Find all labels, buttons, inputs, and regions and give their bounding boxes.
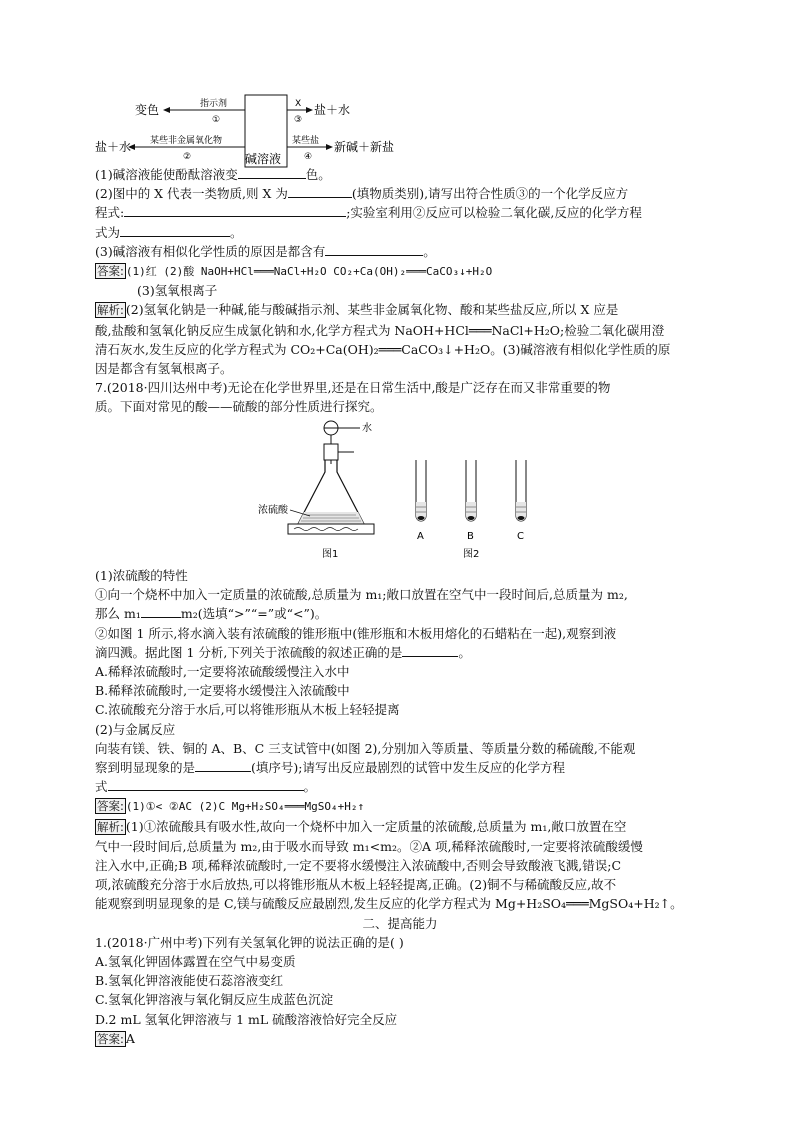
- q6-line5b: 。: [423, 243, 436, 259]
- right-bottom-num: ④: [304, 152, 313, 162]
- q6-line3a: 程式:: [95, 205, 125, 221]
- q7-analysis-3: 项,浓硫酸充分溶于水后放热,可以将锥形瓶从木板上轻轻提离,正确。(2)铜不与稀硫酸反应,故不: [95, 877, 617, 893]
- stopper: [324, 444, 338, 460]
- s2-q1-option-b: B.氢氧化钾溶液能使石蕊溶液变红: [95, 973, 284, 989]
- q6-line4: 式为: [95, 224, 121, 240]
- left-bottom-num: ②: [183, 152, 192, 162]
- q6-analysis-1: 酸,盐酸和氢氧化钠反应生成氯化钠和水,化学方程式为 NaOH+HCl═══NaCl+H₂O;检验二氧化碳用澄: [95, 322, 665, 338]
- q6-analysis-0: (2)氢氧化钠是一种碱,能与酸碱指示剂、某些非金属氧化物、酸和某些盐反应,所以 X 应是: [125, 302, 619, 318]
- q6-line1a: (1)碱溶液能使酚酞溶液变: [95, 167, 238, 182]
- q6-answer-line2: (3)氢氧根离子: [137, 283, 218, 299]
- answer-label: 答案:: [97, 264, 124, 279]
- right-top-arrow-label: X: [295, 99, 302, 109]
- q7-p2-l1: 向装有镁、铁、铜的 A、B、C 三支试管中(如图 2),分别加入等质量、等质量分数的稀硫酸,不能观: [95, 740, 636, 756]
- q7-option-c: C.浓硫酸充分溶于水后,可以将锥形瓶从木板上轻轻提离: [95, 702, 400, 718]
- q7-p1-l2a: 那么 m₁: [95, 606, 141, 622]
- q7-part2-title: (2)与金属反应: [95, 721, 176, 737]
- analysis-label: 解析:: [97, 819, 124, 834]
- q7-answer: (1)①< ②AC (2)C Mg+H₂SO₄═══MgSO₄+H₂↑: [125, 800, 365, 814]
- s2-q1-stem: 1.(2018·广州中考)下列有关氢氧化钾的说法正确的是( ): [95, 934, 404, 950]
- q6-blank-color[interactable]: [238, 165, 306, 179]
- alkali-box-label: 碱溶液: [245, 152, 282, 166]
- q7-blank-compare[interactable]: [141, 604, 181, 618]
- q7-p1-l4a: 滴四溅。据此图 1 分析,下列关于浓硫酸的叙述正确的是: [95, 644, 403, 660]
- left-top-num: ①: [212, 115, 221, 125]
- q6-blank-eq2[interactable]: [120, 223, 230, 237]
- q7-p1-l1: ①向一个烧杯中加入一定质量的浓硫酸,总质量为 m₁;敞口放置在空气中一段时间后,总质量为 m₂,: [95, 587, 628, 603]
- s2-q1-option-a: A.氢氧化钾固体露置在空气中易变质: [95, 954, 296, 970]
- q7-intro-1: 质。下面对常见的酸——硫酸的部分性质进行探究。: [95, 399, 383, 415]
- q6-analysis-2: 清石灰水,发生反应的化学方程式为 CO₂+Ca(OH)₂═══CaCO₃↓+H₂O。(3)碱溶液有相似化学性质的原: [95, 341, 671, 357]
- s2-q1-option-d: D.2 mL 氢氧化钾溶液与 1 mL 硫酸溶液恰好完全反应: [95, 1011, 398, 1027]
- q6-line1b: 色。: [305, 167, 331, 182]
- wood-board: [288, 524, 374, 534]
- right-top-result: 盐＋水: [314, 103, 351, 117]
- q7-p2-l2b: (填序号);请写出反应最剧烈的试管中发生反应的化学方程: [251, 760, 565, 776]
- q7-analysis-2: 注入水中,正确;B 项,稀释浓硫酸时,一定不要将水缓慢注入浓硫酸中,否则会导致酸液飞溅,错误;C: [95, 858, 622, 874]
- acid-label: 浓硫酸: [258, 505, 288, 516]
- tube-label-b: B: [467, 531, 474, 542]
- q7-p2-l3a: 式: [95, 779, 108, 795]
- base-properties-diagram: [95, 92, 425, 172]
- q7-blank-choice[interactable]: [402, 643, 458, 657]
- q7-analysis-0: (1)①浓硫酸具有吸水性,故向一个烧杯中加入一定质量的浓硫酸,总质量为 m₁,敞口放置在空: [125, 818, 627, 834]
- q7-p1-l3: ②如图 1 所示,将水滴入装有浓硫酸的锥形瓶中(锥形瓶和木板用熔化的石蜡粘在一起),观察到液: [95, 625, 617, 641]
- left-bottom-result: 盐＋水: [95, 140, 132, 154]
- q7-blank-equation[interactable]: [108, 777, 304, 791]
- q6-line3b: ;实验室利用②反应可以检验二氧化碳,反应的化学方程: [346, 205, 642, 221]
- s2-q1-option-c: C.氢氧化钾溶液与氧化铜反应生成蓝色沉淀: [95, 992, 334, 1008]
- tube-label-c: C: [517, 531, 524, 542]
- left-top-result: 变色: [135, 103, 160, 117]
- q7-p1-l4b: 。: [458, 644, 471, 660]
- q7-blank-tube[interactable]: [195, 758, 251, 772]
- arrowhead-right-top: [306, 107, 313, 113]
- q6-answer: (1)红 (2)酸 NaOH+HCl═══NaCl+H₂O CO₂+Ca(OH)₂═══CaCO₃↓+H₂O: [125, 265, 493, 279]
- right-top-num: ③: [294, 115, 303, 125]
- left-bottom-arrow-label: 某些非金属氧化物: [150, 136, 223, 146]
- q7-p2-l2a: 察到明显现象的是: [95, 760, 196, 776]
- tube-label-a: A: [417, 531, 424, 542]
- water-label: 水: [362, 423, 372, 434]
- q7-part1-title: (1)浓硫酸的特性: [95, 568, 188, 583]
- q7-intro-0: 7.(2018·四川达州中考)无论在化学世界里,还是在日常生活中,酸是广泛存在而又非常重要的物: [95, 380, 611, 396]
- s2-q1-answer: A: [125, 1030, 135, 1046]
- question-6: (1)碱溶液能使酚酞溶液变 色。 (2)图中的 X 代表一类物质,则 X 为 (填物质类别),请写出符合性质③的一个化学反应方 程式: ;实验室利用②反应可以检验二氧化碳,反应的化学方程 式为 。 (3)碱溶液有相似化学性质的原因是都含有 。 答案: (1)红 (2)酸 NaOH+HCl═══NaCl+H₂O CO₂+Ca(OH)₂═══CaCO₃↓+H₂O (3)氢氧根离子 解析: (2)氢氧化钠是一种碱,能与酸碱指示剂、某些非金属氧化物、酸和某些盐反应,所以 X 应是 酸,盐酸和氢氧化钠反应生成氯化钠和水,化学方程式为 NaOH+HCl═══NaCl+H₂O;检验二氧化碳用澄 清石灰水,发生反应的化学方程式为 CO₂+Ca(OH)₂═══CaCO₃↓+H₂O。(3)碱溶液有相似化学性质的原 因是都含有氢氧根离子。 7.(2018·四川达州中考)无论在化学世界里,还是在日常生活中,酸是广泛存在而又非常重要的物 质。下面对常见的酸——硫酸的部分性质进行探究。: [95, 167, 671, 415]
- q6-line2a: (2)图中的 X 代表一类物质,则 X 为: [95, 186, 288, 202]
- figure1-caption: 图1: [322, 549, 339, 560]
- q7-p1-l2b: m₂(选填“>”“=”或“<”)。: [180, 606, 328, 622]
- left-top-arrow-label: 指示剂: [200, 99, 228, 109]
- answer-label: 答案:: [97, 799, 124, 814]
- section-heading: 二、提高能力: [362, 915, 438, 931]
- arrowhead-right-bottom: [326, 144, 333, 150]
- q6-analysis-3: 因是都含有氢氧根离子。: [95, 361, 233, 377]
- test-tube-a: [416, 460, 426, 521]
- experiment-figures: [258, 412, 558, 562]
- question-7: [95, 566, 705, 1049]
- q6-blank-ion[interactable]: [325, 242, 423, 256]
- q7-p2-l3b: 。: [303, 779, 317, 795]
- q7-option-a: A.稀释浓硫酸时,一定要将浓硫酸缓慢注入水中: [95, 664, 350, 680]
- q7-analysis-1: 气中一段时间后,总质量为 m₂,由于吸水而导致 m₁<m₂。②A 项,稀释浓硫酸时,一定要将浓硫酸缓慢: [95, 838, 643, 854]
- answer-label: 答案:: [97, 1031, 124, 1046]
- test-tube-b: [466, 460, 476, 521]
- right-bottom-result: 新碱＋新盐: [334, 140, 395, 154]
- arrowhead-left-top: [163, 107, 170, 113]
- q6-line2b: (填物质类别),请写出符合性质③的一个化学反应方: [351, 186, 629, 202]
- figure2-caption: 图2: [463, 549, 480, 560]
- q6-blank-x[interactable]: [288, 184, 352, 198]
- right-bottom-arrow-label: 某些盐: [292, 136, 320, 146]
- test-tube-c: [516, 460, 526, 521]
- q7-analysis-4: 能观察到明显现象的是 C,镁与硫酸反应最剧烈,发生反应的化学方程式为 Mg+H₂SO₄═══MgSO₄+H₂↑。: [95, 896, 683, 912]
- analysis-label: 解析:: [97, 303, 124, 318]
- q6-blank-eq3[interactable]: [124, 203, 346, 217]
- q6-line5a: (3)碱溶液有相似化学性质的原因是都含有: [95, 243, 326, 259]
- q7-option-b: B.稀释浓硫酸时,一定要将水缓慢注入浓硫酸中: [95, 683, 350, 699]
